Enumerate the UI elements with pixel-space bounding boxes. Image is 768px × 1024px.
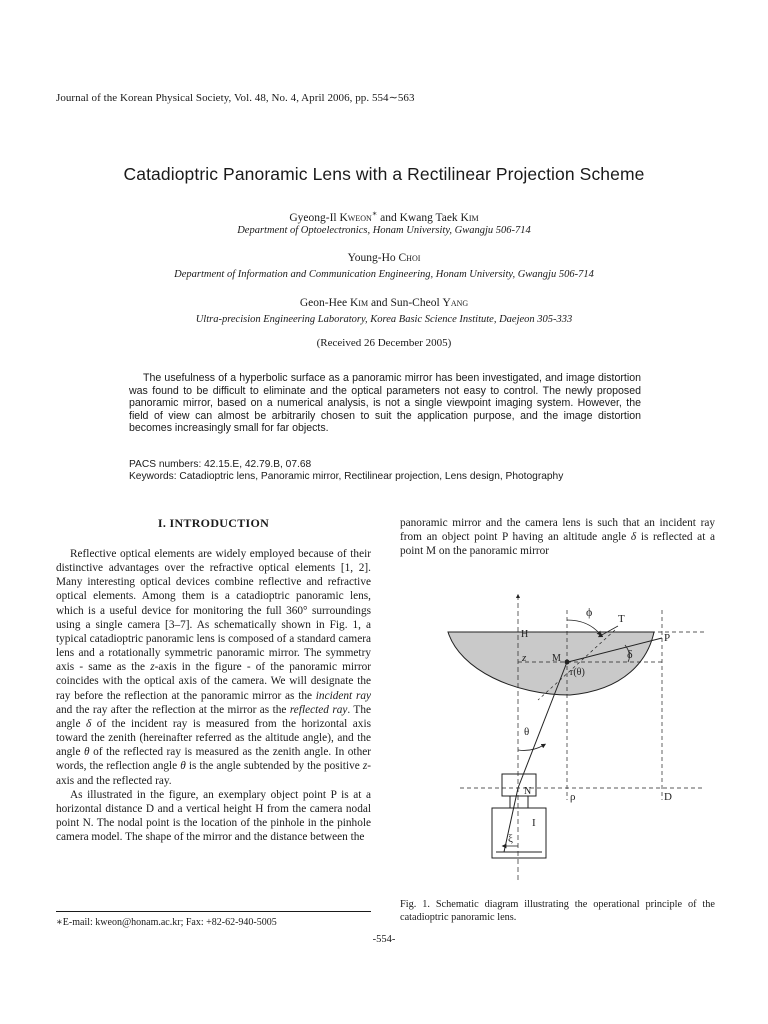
label-N: N	[524, 786, 532, 797]
author-family: Kweon	[339, 211, 372, 224]
author-family: Yang	[442, 297, 469, 309]
author-given: Kwang Taek	[399, 211, 461, 224]
math-var: θ	[180, 760, 186, 773]
label-M: M	[552, 653, 561, 664]
paper-title: Catadioptric Panoramic Lens with a Rectilinear Projection Scheme	[123, 164, 645, 184]
label-delta: δ	[627, 647, 633, 661]
m-point	[565, 660, 570, 665]
affiliation-2: Department of Information and Communication Engineering, Honam University, Gwangju 506-714	[174, 269, 594, 280]
author-joiner: and	[377, 211, 400, 224]
camera-body-box	[492, 808, 546, 858]
journal-citation: Journal of the Korean Physical Society, Vol. 48, No. 4, April 2006, pp. 554∼563	[56, 92, 415, 104]
author-line-3	[0, 297, 768, 309]
emphasis: incident ray	[315, 689, 372, 702]
author-family: Kim	[349, 297, 369, 309]
left-column	[56, 547, 371, 844]
text-run: -axis in the figure - of the panoramic mirror coincides with the optical axis of the camera. We will designate the ray before the reflection at the panoramic mirror as the	[56, 661, 371, 702]
author-given: Sun-Cheol	[390, 297, 443, 309]
label-D: D	[664, 791, 672, 803]
emphasis: reflected ray	[289, 703, 348, 716]
paragraph: As illustrated in the figure, an exemplary object point P is at a horizontal distance D and a vertical height H from the camera nodal point N. The nodal point is the location of the pinhole in the pinhole camera model. The shape of the mirror and the distance between the	[56, 788, 371, 844]
affiliation-3: Ultra-precision Engineering Laboratory, Korea Basic Science Institute, Daejeon 305-333	[195, 314, 573, 325]
math-var: δ	[630, 531, 637, 544]
author-joiner: and	[368, 297, 391, 309]
text-run: and the ray after the reflection at the mirror as the	[56, 703, 290, 716]
paragraph	[56, 547, 371, 788]
abstract: The usefulness of a hyperbolic surface as a panoramic mirror has been investigated, and image distortion was found to be difficult to eliminate and the optical parameters not easy to control. The newly proposed panoramic mirror, based on a numerical analysis, is not a single viewpoint imaging system. However, the field of view can almost be arbitrarily chosen to suit the application purpose, and the image distortion becomes increasingly small for far objects.	[129, 372, 641, 434]
author-given: Young-Ho	[347, 252, 399, 264]
label-phi: ϕ	[586, 605, 593, 619]
text-run: -axis and the reflected ray.	[56, 760, 371, 787]
text-run: . The angle	[56, 703, 371, 730]
keywords: Keywords: Catadioptric lens, Panoramic mirror, Rectilinear projection, Lens design, Photography	[129, 471, 564, 482]
theta-arc	[518, 745, 544, 750]
footnote-rule	[56, 911, 371, 912]
figure-1-diagram	[420, 590, 710, 880]
label-rho: ρ	[570, 791, 576, 803]
author-family: Kim	[460, 211, 479, 224]
mirror-region	[448, 632, 654, 695]
pacs-numbers: PACS numbers: 42.15.E, 42.79.B, 07.68	[129, 459, 312, 470]
received-date: (Received 26 December 2005)	[316, 337, 452, 349]
author-family: Choi	[398, 252, 421, 264]
label-P: P	[664, 632, 671, 644]
author-given: Gyeong-Il	[289, 211, 340, 224]
math-var: z	[362, 760, 368, 773]
label-r-theta: r(θ)	[570, 667, 585, 678]
author-given: Geon-Hee	[299, 297, 350, 309]
text-run: Reflective optical elements are widely employed because of their distinctive advantages over the refractive optical elements [1, 2]. Many interesting optical devices combine reflective and refractive optical elements. Among them is a catadioptric panoramic lens, which is a useful device for monitoring the full 360° surroundings using a single camera [3–7]. As schematically shown in Fig. 1, a typical catadioptric panoramic lens is composed of a standard camera lens and a rotationally symmetric panoramic mirror. The symmetry axis - same as the	[56, 548, 371, 674]
text-run: is the angle subtended by the positive	[185, 760, 363, 773]
math-var: θ	[84, 746, 90, 759]
author-mark: ∗	[371, 209, 378, 218]
label-I: I	[532, 817, 536, 829]
math-var: δ	[85, 717, 92, 730]
label-xi: ξ	[508, 833, 513, 845]
affiliation-1: Department of Optoelectronics, Honam University, Gwangju 506-714	[237, 225, 531, 236]
figure-caption: Fig. 1. Schematic diagram illustrating the operational principle of the catadioptric panoramic lens.	[400, 899, 715, 923]
label-H: H	[521, 629, 529, 640]
section-heading: I. INTRODUCTION	[157, 516, 270, 530]
author-line-1	[0, 209, 768, 224]
label-T: T	[618, 613, 625, 625]
math-var: z	[150, 661, 155, 674]
text-run: of the reflected ray is measured as the zenith angle. In other words, the reflection angle	[56, 746, 371, 773]
text-run: is reflected at a point M on the panoramic mirror	[400, 531, 715, 558]
pacs-keywords	[129, 459, 689, 483]
author-line-2	[0, 252, 768, 264]
text-run: panoramic mirror and the camera lens is such that an incident ray from an object point P having an altitude angle	[400, 517, 715, 544]
right-column-text	[400, 516, 715, 558]
page-number: -554-	[372, 934, 396, 945]
label-theta: θ	[524, 726, 530, 738]
label-z: z	[522, 652, 527, 664]
footnote: ∗E-mail: kweon@honam.ac.kr; Fax: +82-62-940-5005	[56, 917, 277, 928]
text-run: of the incident ray is measured from the horizontal axis toward the zenith (hereinafter referred as the altitude angle), and the angle	[56, 717, 371, 759]
